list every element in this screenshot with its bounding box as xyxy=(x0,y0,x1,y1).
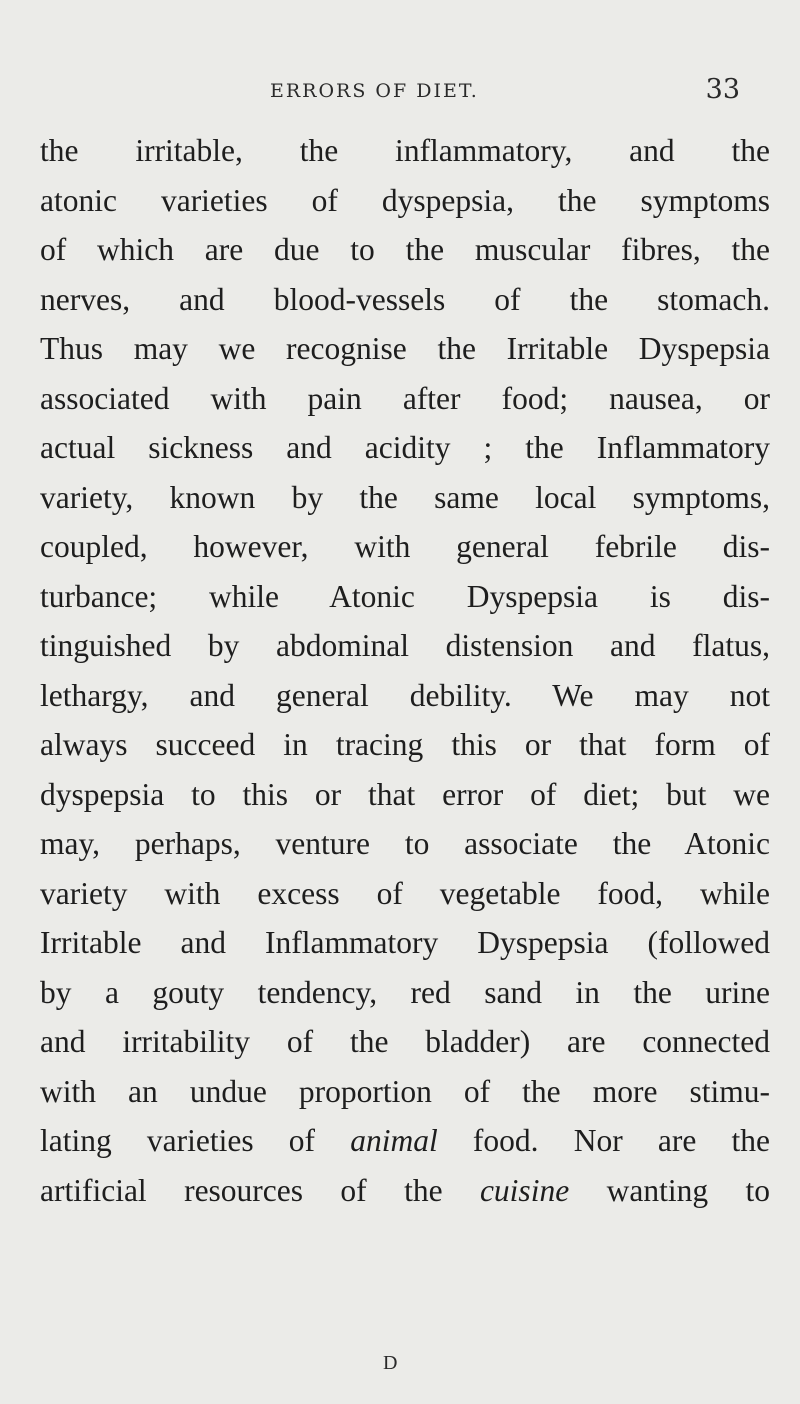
text-line: may, perhaps, venture to associate the Atonic xyxy=(40,826,770,861)
text-line: with an undue proportion of the more stimu- xyxy=(40,1073,770,1109)
text-segment: wanting to xyxy=(569,1172,770,1208)
text-line: and irritability of the bladder) are connected xyxy=(40,1024,770,1059)
signature-mark: D xyxy=(383,1352,398,1374)
italic-word: cuisine xyxy=(479,1172,570,1208)
text-segment: lating varieties of xyxy=(40,1123,351,1158)
text-line: dyspepsia to this or that error of diet; but we xyxy=(40,776,770,812)
text-line: nerves, and blood-vessels of the stomach. xyxy=(40,281,770,317)
italic-word: animal xyxy=(350,1123,438,1158)
text-segment: food. Nor are the xyxy=(437,1123,770,1158)
text-line: by a gouty tendency, red sand in the urine xyxy=(40,974,770,1010)
text-segment: artificial resources of the xyxy=(40,1172,480,1208)
body-text xyxy=(40,126,770,1215)
text-line: lethargy, and general debility. We may not xyxy=(40,677,770,713)
text-line: variety with excess of vegetable food, while xyxy=(40,875,770,911)
text-line: atonic varieties of dyspepsia, the symptoms xyxy=(40,182,770,218)
text-line: tinguished by abdominal distension and flatus, xyxy=(40,628,770,663)
text-line: always succeed in tracing this or that form of xyxy=(40,727,770,762)
text-line: turbance; while Atonic Dyspepsia is dis- xyxy=(40,578,770,614)
text-line: variety, known by the same local symptoms, xyxy=(40,479,770,515)
page-number: 33 xyxy=(705,74,740,105)
text-line-with-italic xyxy=(40,1166,770,1216)
text-line: coupled, however, with general febrile dis- xyxy=(40,529,770,564)
text-line: Thus may we recognise the Irritable Dyspepsia xyxy=(40,331,770,366)
text-line: of which are due to the muscular fibres, the xyxy=(40,232,770,267)
text-line: the irritable, the inflammatory, and the xyxy=(40,133,770,168)
text-line: actual sickness and acidity ; the Inflammatory xyxy=(40,430,770,465)
running-head-title: ERRORS OF DIET. xyxy=(270,80,479,102)
text-line: Irritable and Inflammatory Dyspepsia (followed xyxy=(40,925,770,960)
text-line-with-italic xyxy=(40,1116,770,1166)
text-line: associated with pain after food; nausea, or xyxy=(40,380,770,416)
